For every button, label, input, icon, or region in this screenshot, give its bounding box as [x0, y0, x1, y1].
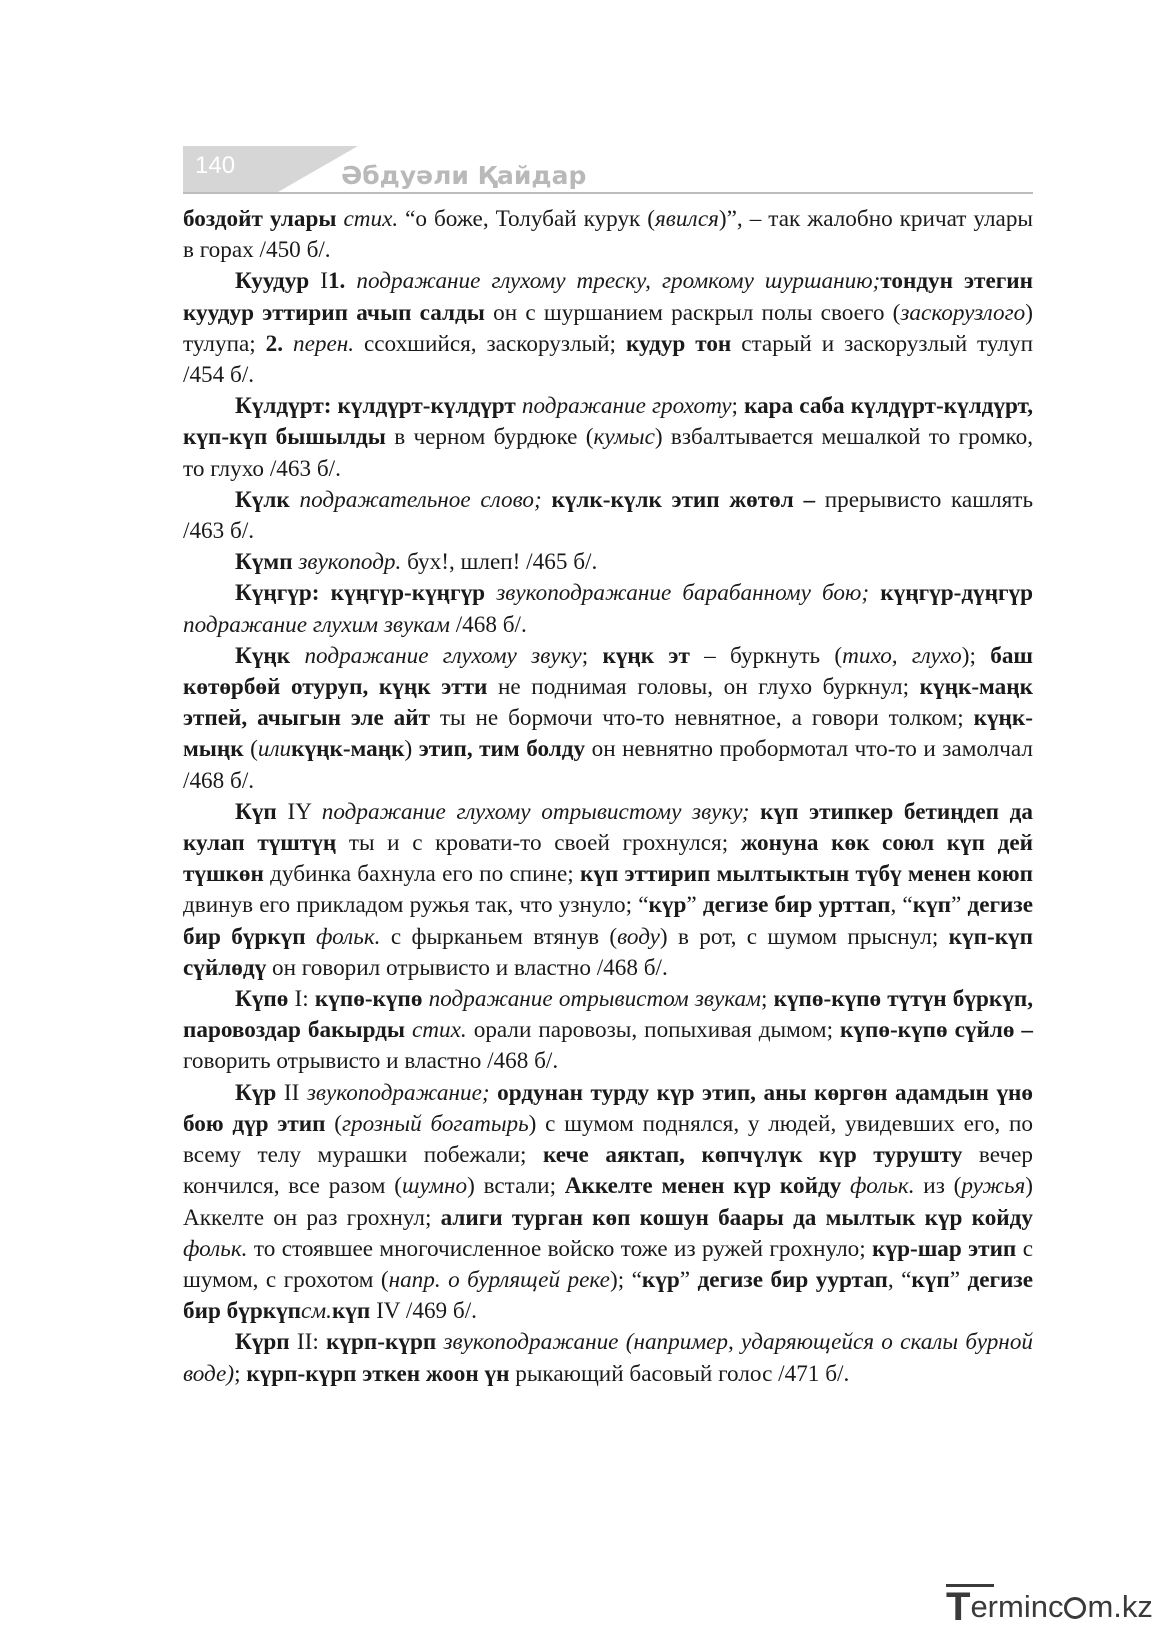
dictionary-entry: [183, 204, 1033, 266]
headword-text: тондун этегин куудур эттирип ачып салды: [183, 268, 1033, 326]
translation-text: из (: [914, 1173, 962, 1200]
headword-text: ордунан турду күр этип, аны көргөн адамдын үнө бою дүр этип: [183, 1079, 1033, 1137]
headword-text: Күрп: [235, 1329, 290, 1356]
headword-text: Күңгүр: күңгүр-күңгүр: [235, 580, 486, 607]
translation-text: [345, 268, 356, 294]
gloss-note-text: фольк.: [316, 923, 381, 950]
translation-text: в черном бурдюке (: [385, 424, 594, 451]
headword-text: күп: [911, 1266, 950, 1293]
headword-text: дегизе бир урттап: [702, 892, 891, 919]
running-title: Әбдуәли Қайдар: [341, 161, 587, 190]
translation-text: он говорил отрывисто и властно /468 б/.: [266, 954, 668, 981]
translation-text: [490, 1080, 498, 1106]
watermark-letter-t: T: [946, 1585, 971, 1629]
translation-text: , “: [890, 892, 913, 919]
translation-text: ) встали;: [467, 1173, 565, 1200]
headword-text: күрп-күрп: [326, 1329, 437, 1356]
translation-text: ); “: [609, 1266, 642, 1293]
gloss-note-text: см.: [301, 1298, 332, 1325]
translation-text: I: [309, 268, 328, 295]
translation-text: он с шуршанием раскрыл полы своего (: [484, 299, 901, 326]
translation-text: I:: [288, 986, 315, 1013]
headword-text: Куудур: [235, 268, 310, 295]
headword-text: Күр: [235, 1079, 277, 1106]
translation-text: ): [404, 736, 419, 763]
headword-text: жонуна көк союл күп дей түшкөн: [183, 830, 1034, 888]
translation-text: ты не бормочи что-то невнятное, а говори толком;: [430, 705, 974, 732]
translation-text: );: [961, 642, 991, 669]
headword-text: Күлк: [235, 486, 290, 513]
headword-text: күп эттирип мылтыктын түбү менен коюп: [579, 861, 1034, 888]
translation-text: ) в рот, с шумом прыснул;: [659, 923, 949, 950]
headword-text: дегизе бир бүркүп: [183, 1266, 1034, 1325]
translation-text: старый и заскорузлый тулуп /454 б/.: [183, 330, 1034, 389]
gloss-note-text: звукоподражание;: [306, 1079, 490, 1106]
gloss-note-text: перен.: [292, 330, 355, 357]
translation-text: ;: [234, 1360, 247, 1387]
translation-text: [749, 799, 760, 825]
headword-text: кече аяктап, көпчүлүк күр турушту: [542, 1142, 963, 1169]
headword-text: Күпө: [235, 986, 289, 1013]
translation-text: рыкающий басовый голос /471 б/.: [509, 1360, 850, 1387]
translation-text: [290, 487, 300, 513]
page-header: [183, 146, 1033, 194]
translation-text: ) Аккелте он раз грохнул;: [183, 1173, 1034, 1231]
translation-text: с фырканьем втянув (: [380, 923, 618, 950]
dictionary-entry: [183, 641, 1033, 797]
headword-text: күңгүр-дүңгүр: [880, 580, 1034, 607]
dictionary-entry: [183, 984, 1033, 1078]
gloss-note-text: подражательное слово;: [299, 486, 542, 513]
translation-text: [869, 580, 880, 606]
watermark-text-a: erminc: [970, 1589, 1064, 1624]
headword-text: 2.: [265, 330, 284, 357]
dictionary-entry: [183, 547, 1033, 578]
gloss-note-text: подражание глухому треску, громкому шуршанию;: [356, 268, 881, 295]
header-rule: [183, 192, 1033, 194]
gloss-note-text: ружья: [961, 1173, 1026, 1200]
translation-text: орали паровозы, попыхивая дымом;: [466, 1017, 841, 1044]
translation-text: говорить отрывисто и властно /468 б/.: [183, 1048, 559, 1075]
gloss-note-text: фольк.: [183, 1235, 248, 1262]
watermark-text-b: m.kz: [1087, 1589, 1153, 1624]
dictionary-entry: [183, 266, 1033, 391]
page-number: 140: [195, 152, 236, 179]
translation-text: двинув его прикладом ружья так, что узнуло; “: [183, 892, 649, 919]
gloss-note-text: звукоподражание барабанному бою;: [496, 580, 870, 607]
headword-text: Күп: [235, 798, 277, 825]
translation-text: ”: [949, 1266, 968, 1293]
headword-text: Аккелте менен күр койду: [564, 1173, 842, 1200]
translation-text: он невнятно пробормотал что-то и замолчал /468 б/.: [183, 736, 1033, 794]
dictionary-entry: [183, 1078, 1033, 1328]
gloss-note-text: явился: [655, 206, 719, 232]
gloss-note-text: стих.: [412, 1017, 467, 1044]
gloss-note-text: подражание отрывистом звукам: [428, 986, 761, 1013]
headword-text: күр: [641, 1266, 680, 1293]
translation-text: ) взбалтывается мешалкой то громко, то глухо /463 б/.: [183, 424, 1033, 482]
headword-text: күңк-маңк: [291, 736, 405, 763]
dictionary-entry: [183, 578, 1033, 640]
headword-text: күңк-маңк этпей, ачыгын эле айт: [183, 674, 1033, 732]
translation-text: [290, 643, 304, 669]
translation-text: ) с шумом поднялся, у людей, увидевших его, по всему телу мурашки побежали;: [183, 1110, 1033, 1169]
gloss-note-text: напр. о бурлящей реке: [388, 1266, 610, 1293]
gloss-note-text: стих.: [343, 206, 399, 232]
headword-text: күпө-күпө сүйлө –: [840, 1017, 1033, 1044]
headword-text: күпө-күпө: [314, 986, 423, 1013]
gloss-note-text: подражание грохоту: [521, 393, 732, 420]
translation-text: [841, 1173, 850, 1199]
headword-text: Күңк: [235, 642, 291, 669]
gloss-note-text: подражание глухим звукам: [183, 611, 450, 638]
headword-text: күлк-күлк этип жөтөл –: [551, 486, 816, 513]
translation-text: ;: [581, 642, 603, 669]
translation-text: с шумом, с грохотом (: [183, 1235, 1033, 1293]
headword-text: алиги турган көп кошун баары да мылтык күр койду: [440, 1204, 1033, 1231]
translation-text: )”, – так жалобно кричат улары в горах /450 б/.: [183, 206, 1034, 264]
headword-text: күп: [912, 892, 952, 919]
headword-text: күңк эт: [602, 642, 690, 669]
translation-text: прерывисто кашлять /463 б/.: [183, 486, 1034, 545]
headword-text: күрп-күрп эткен жоон үн: [246, 1360, 510, 1387]
headword-text: күп этипкер бетиңдеп да кулап түштүң: [183, 798, 1033, 857]
gloss-note-text: подражание глухому отрывистому звуку;: [321, 798, 750, 825]
headword-text: күп: [331, 1298, 371, 1325]
headword-text: кудур тон: [625, 330, 732, 357]
dictionary-entry: [183, 391, 1033, 485]
headword-text: күр: [648, 892, 687, 919]
gloss-note-text: воду: [617, 923, 660, 950]
headword-text: күп-күп сүйлөдү: [183, 923, 1034, 981]
translation-text: ты и с кровати-то своей грохнулся;: [336, 830, 741, 857]
translation-text: (: [325, 1110, 342, 1137]
translation-text: IY: [276, 798, 322, 825]
translation-text: [405, 1017, 412, 1043]
headword-text: боздойт улары: [183, 206, 337, 232]
translation-text: [542, 487, 552, 513]
translation-text: II:: [289, 1329, 327, 1356]
gloss-note-text: или: [257, 736, 292, 763]
gloss-note-text: грозный богатырь: [341, 1110, 529, 1137]
gloss-note-text: кумыс: [593, 424, 655, 451]
gloss-note-text: шумно: [401, 1173, 468, 1200]
translation-text: дубинка бахнула его по спине;: [263, 861, 580, 888]
headword-text: Күлдүрт: күлдүрт-күлдүрт: [235, 393, 516, 420]
translation-text: ;: [731, 393, 745, 420]
gloss-note-text: звукоподражание (например, ударяющейся о скалы бурной воде): [183, 1329, 1034, 1387]
dictionary-entry: [183, 485, 1033, 547]
headword-text: 1.: [327, 268, 346, 295]
translation-text: [485, 580, 496, 606]
headword-text: этип, тим болду: [418, 736, 586, 763]
headword-text: күр-шар этип: [872, 1235, 1017, 1262]
headword-text: Күмп: [235, 549, 293, 576]
headword-text: баш көтөрбөй отуруп, күңк этти: [183, 642, 1033, 701]
headword-text: күпө-күпө түтүн бүркүп, паровоздар бакырды: [183, 986, 1033, 1044]
translation-text: “о боже, Толубай курук (: [398, 206, 656, 232]
translation-text: (: [243, 736, 258, 763]
gloss-note-text: тихо, глухо: [842, 642, 962, 669]
translation-text: ссохшийся, заскорузлый;: [354, 330, 626, 357]
translation-text: ;: [760, 986, 774, 1013]
translation-text: ”: [951, 892, 968, 919]
translation-text: не поднимая головы, он глухо буркнул;: [487, 674, 920, 701]
translation-text: бух!, шлеп! /465 б/.: [401, 549, 598, 576]
gloss-note-text: заскорузлого: [900, 299, 1026, 326]
gloss-note-text: подражание глухому звуку: [304, 642, 582, 669]
translation-text: II: [276, 1079, 307, 1106]
translation-text: /468 б/.: [449, 611, 527, 638]
translation-text: то стоявшее многочисленное войско тоже из ружей грохнуло;: [247, 1235, 873, 1262]
translation-text: , “: [887, 1266, 912, 1293]
gloss-note-text: фольк.: [850, 1173, 915, 1200]
dictionary-text: [183, 204, 1033, 1390]
dictionary-entry: [183, 1327, 1033, 1389]
headword-text: күңк-мыңк: [183, 705, 1033, 763]
translation-text: IV /469 б/.: [370, 1298, 477, 1325]
translation-text: вечер кончился, все разом (: [183, 1142, 1033, 1200]
gloss-note-text: звукоподр.: [298, 549, 402, 576]
headword-text: дегизе бир ууртап: [697, 1266, 888, 1293]
translation-text: – буркнуть (: [689, 642, 843, 669]
headword-text: дегизе бир бүркүп: [183, 892, 1033, 950]
dictionary-entry: [183, 797, 1033, 984]
translation-text: [283, 331, 293, 357]
translation-text: ) тулупа;: [183, 299, 1033, 357]
translation-text: [306, 924, 316, 950]
translation-text: ”: [686, 892, 703, 919]
translation-text: ”: [679, 1266, 698, 1293]
headword-text: кара саба күлдүрт-күлдүрт, күп-күп бышылды: [183, 393, 1033, 451]
termincom-watermark: [946, 1582, 1153, 1629]
watermark-search-icon: [1064, 1597, 1086, 1619]
